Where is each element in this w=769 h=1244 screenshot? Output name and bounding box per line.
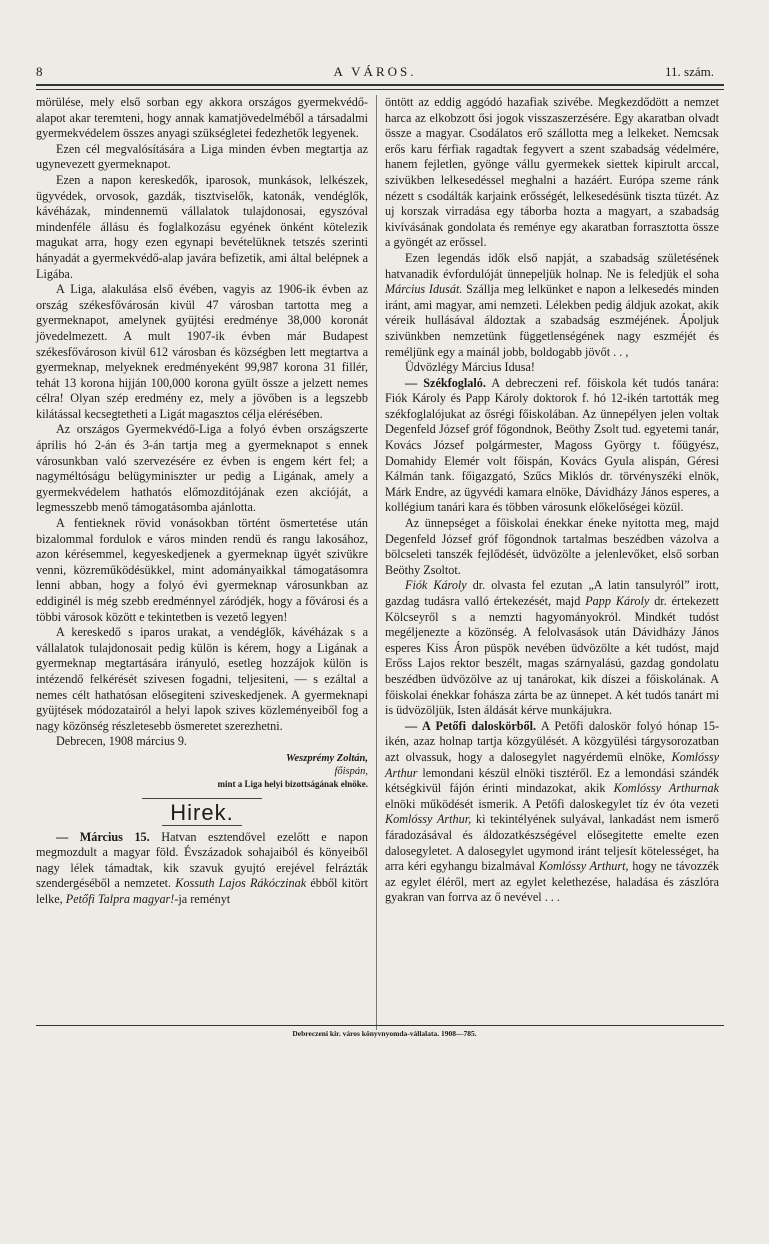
signature-name: Weszprémy Zoltán, — [285, 752, 368, 764]
newspaper-title: A VÁROS. — [333, 64, 417, 79]
news-lead: — Székfoglaló. — [405, 375, 486, 390]
signature-role: főispán, — [334, 765, 368, 777]
issue-number: 11. szám. — [665, 64, 714, 79]
paragraph: Ezen a napon kereskedők, iparosok, munkások, lelkészek, ügyvédek, orvosok, gazdák, tisztviselők, katonák, vendéglők, kávéházak, mindennemü vállalatok tulajdonosai, egyszóval mindenféle állásu és foglalkozásu egyének önként kötelezik magukat arra, hogy ezen egynapi bevételüknek tetszés szerinti hányadát a gyermekvédő-alap javára befizetik, ami által belépnek a Ligába. — [36, 172, 368, 281]
news-lead: — A Petőfi daloskörből. — [405, 718, 537, 733]
paragraph: A Liga, alakulása első évében, vagyis az 1906-ik évben az ország székesfővárosán kivül 47 városban tartotta meg a gyermeknapot, amelynek gyüjtési eredménye 38,000 koronát jövedelmezett. A mult 1907-ik évben már Budapest székesfővároson kivül 612 városban és községben lett megtartva a gyermeknap, melyeknek eredményeként 99,987 korona 31 fillér, tehát 13 korona hijján 100,000 korona gyült össze a jelzett nemes célra! Olyan szép eredmény ez, mely a jövőben is a legszebb kilátással kecsegtetheti a Ligát magasztos célja elérésében. — [36, 282, 368, 421]
news-text: -ja reményt — [174, 891, 231, 906]
news-item — [385, 719, 719, 906]
text: A debreczeni ref. főiskola két tudós tanára: Fiók Károly és Papp Károly doktorok f. hó 12-ikén tartották meg székfoglalójukat az ősrégi főiskolában. Az ünnepélyen jelen voltak Degenfeld József gróf főgondnok, Beöthy Zsolt tud. egyetemi tanár, Kovács József polgármester, Magoss György t. főügyész, Domahidy Elemér volt főispán, Kovács Gyula alispán, Géresi Kálmán tank. főigazgató, Szűcs Miklós dr. törvényszéki elnök, Márk Endre, az ügyvédi kamara elnöke, Dávidházy János esperes, a kollégium tanári kara és többen városunk előkelőségei közül. — [385, 375, 719, 515]
column-divider — [376, 95, 377, 1030]
paragraph: mörülése, mely első sorban egy akkora országos gyermekvédő-alapot akar teremteni, hogy annak kamatjövedelméből a társadalmi gyermekvédelem összes anyagi szükségletei fedezhetők legyenek. — [36, 95, 368, 141]
paragraph: A kereskedő s iparos urakat, a vendéglők, kávéházak s a vállalatok tulajdonosait pedig külön is kérem, hogy a Ligának a gyermeknap megtartására irányuló, esetleg hozzájok külön is intézendő felkérését szivesen fogadni, teljesiteni, — s ezáltal a nemes célt hathatósan elősegiteni sziveskedjenek. A gyermeknapi gyüjtések módozatairól a helyi lapok szives közleményeiből fog a nagy közönség részletesebb ösmeretet szerezhetni. — [36, 625, 368, 733]
text: dr. értekezett Kölcseyről s a nemzti hagyományokról. Mindkét tudóst megéljenezte a közönség. A felolvasások után Dávidházy János esperes Kiss Áron püspök nevében üdvözölte a két tudóst, majd Erőss Lajos rektor beszélt, magas szárnyalású, gazdag gondolatu beszédben üdvözölve az uj tanárokat, kik díszei a főiskolának. A főiskolai énekkar fohásza zárta be az ünnepet. A két tudós tanárt mi is üdvözöljük, Isten áldását kérve munkájukra. — [385, 594, 719, 718]
text: lemondani készül elnöki tisztéről. Ez a lemondási szándék kétségkivül fájón érinti mindazokat, akik — [385, 765, 720, 796]
page-number: 8 — [36, 64, 43, 79]
emphasis: Március Idusát. — [385, 282, 463, 297]
emphasis: Komlóssy Arthur — [385, 749, 720, 780]
emphasis: Fiók Károly — [405, 578, 467, 593]
section-title: Hirek. — [170, 799, 234, 825]
emphasis: Papp Károly — [585, 594, 650, 608]
emphasis: Komlóssy Arthurt, — [538, 859, 629, 874]
text: dr. olvasta fel ezutan „A latin tansulyról” irott, gazdag tudásra valló értekezését, majd — [385, 578, 719, 608]
text: hogy ne távozzék az egylet éléről, mert az egylet kelethezése, haladása és zászlóra gyakran van forrva az ő nevével . . . — [385, 859, 720, 905]
header-rule-thin — [36, 89, 724, 90]
dateline: Debrecen, 1908 március 9. — [56, 734, 187, 749]
header-rule — [36, 84, 724, 86]
paragraph: Az ünnepséget a főiskolai énekkar éneke nyitotta meg, majd Degenfeld József gróf főgondnok tartalmas beszédben vázolva a bölcseleti tanszék fejlődését, üdvözölte a jelenlevőket, első sorban Beöthy Zsoltot. — [385, 516, 719, 577]
right-column — [385, 95, 719, 906]
printer-imprint: Debreczeni kir. város könyvnyomda-vállalata. 1908—785. — [292, 1029, 477, 1038]
paragraph: Az országos Gyermekvédő-Liga a folyó évben országszerte április hó 2-án és 3-án tartja meg a gyermeknapot s ennek városunkban való szervezésére ez évben is engem kért fel; a nagyméltóságu belügyminiszter ur pedig a Ligának, amely a gyermekvédelem hathatós előmozditójának ezen akcióját, a legmesszebb menő támogatásomba ajánlotta. — [36, 422, 368, 515]
signature — [36, 752, 368, 791]
paragraph — [385, 251, 719, 360]
section-divider — [142, 798, 262, 799]
paragraph: A fentieknek rövid vonásokban történt ösmertetése után bizalommal fordulok e város minden rendü és rangu lakosához, azon kérésemmel, kegyeskedjenek a gyermeknap ügyét szivükre venni, közreműködésükkel, mint adományaikkal támogatásomra lenni abban, hogy a folyó évi gyermeknap városunkban az eddiginél is még szebb eredménnyel záródjék, hogy a fővárosi és a többi városok között e tekintetben is vezető legyen! — [36, 516, 368, 624]
news-em: Kossuth Lajos Rákóczinak — [175, 876, 307, 891]
news-item — [385, 376, 719, 516]
paragraph — [385, 578, 719, 718]
text: elnöki működését ismerik. A Petőfi daloskegylet tíz év óta vezeti — [385, 796, 719, 811]
news-lead: — Március 15. — [56, 829, 150, 844]
running-header — [36, 64, 714, 84]
text: Szállja meg lelkünket e napon a lelkesedés minden iránt, ami magyar, ami nemzeti. Lélekben pedig áldjuk azokat, akik véreik hullásával áldoztak a szabadság eszméjének. Ápoljuk szivünkben nemzetünk függetlenségének nagy eszméjét és reméljünk egy a mainál jobb, boldogabb jövőt . . , — [385, 282, 720, 359]
emphasis: Komlóssy Arthur, — [385, 812, 472, 827]
text: Ezen legendás idők első napját, a szabadság születésének hatvanadik évfordulóját ünnepeljük holnap. Ne is feledjük el soha — [385, 250, 719, 281]
left-column — [36, 95, 368, 908]
text: A Petőfi daloskör folyó hónap 15-ikén, azaz holnap tartja közgyülését. A közgyülési tárgysorozatban azt olvassuk, hogy a dalosegylet nagyérdemü elnöke, — [385, 718, 720, 764]
text: ki tekintélyének sulyával, lankadást nem ismerő fáradozásával és áldozatkészségével elősegitette emelte ezen dalosegyletet. A dalosegylet ugymond iránt teljesít kötelességet, ha arra kéri egyhangu bizalmával — [385, 812, 719, 874]
news-text: ébből kitört lelke, — [36, 876, 369, 906]
news-item — [36, 830, 368, 908]
paragraph: Üdvözlégy Március Idusa! — [405, 360, 535, 375]
signature-subtitle: mint a Liga helyi bizottságának elnöke. — [217, 778, 368, 789]
paragraph: Ezen cél megvalósítására a Liga minden évben megtartja az ugynevezett gyermeknapot. — [36, 141, 368, 172]
footer-rule — [36, 1025, 724, 1026]
news-em: Petőfi Talpra magyar! — [65, 891, 175, 906]
emphasis: Komlóssy Arthurnak — [613, 781, 720, 796]
news-text: Hatvan esztendővel ezelőtt e napon megmozdult a magyar föld. Évszázadok sohajaiból és könyeiből nagy lélek támadtak, kik szavuk gyujtó erejével felrázták szendergéséből a nemzetet. — [36, 829, 368, 891]
paragraph: öntött az eddig aggódó hazafiak szivébe. Megkezdődött a nemzet harca az elkobzott ősi jogok visszaszerzésére. Egy akaratban olvadt össze a magyar. Csodálatos erő szállotta meg a lelkeket. Nemcsak erős karu férfiak ragadtak fegyvert a szent szabadság védelmére, hanem fejletlen, gyönge vállu gyermekek siettek kipirult arccal, szivükben lelkesedéssel meghalni a hazáért. Európa szeme ránk nézett s csodálták karjaink erősségét, lelkesedésünk tiszta tüzét. Az uj korszak virradása egy táborba hozta a magyart, a szabadság kivívásának gondolata és reménye egy akaratban forrasztotta össze a gyöngét az erőssel. — [385, 95, 719, 250]
